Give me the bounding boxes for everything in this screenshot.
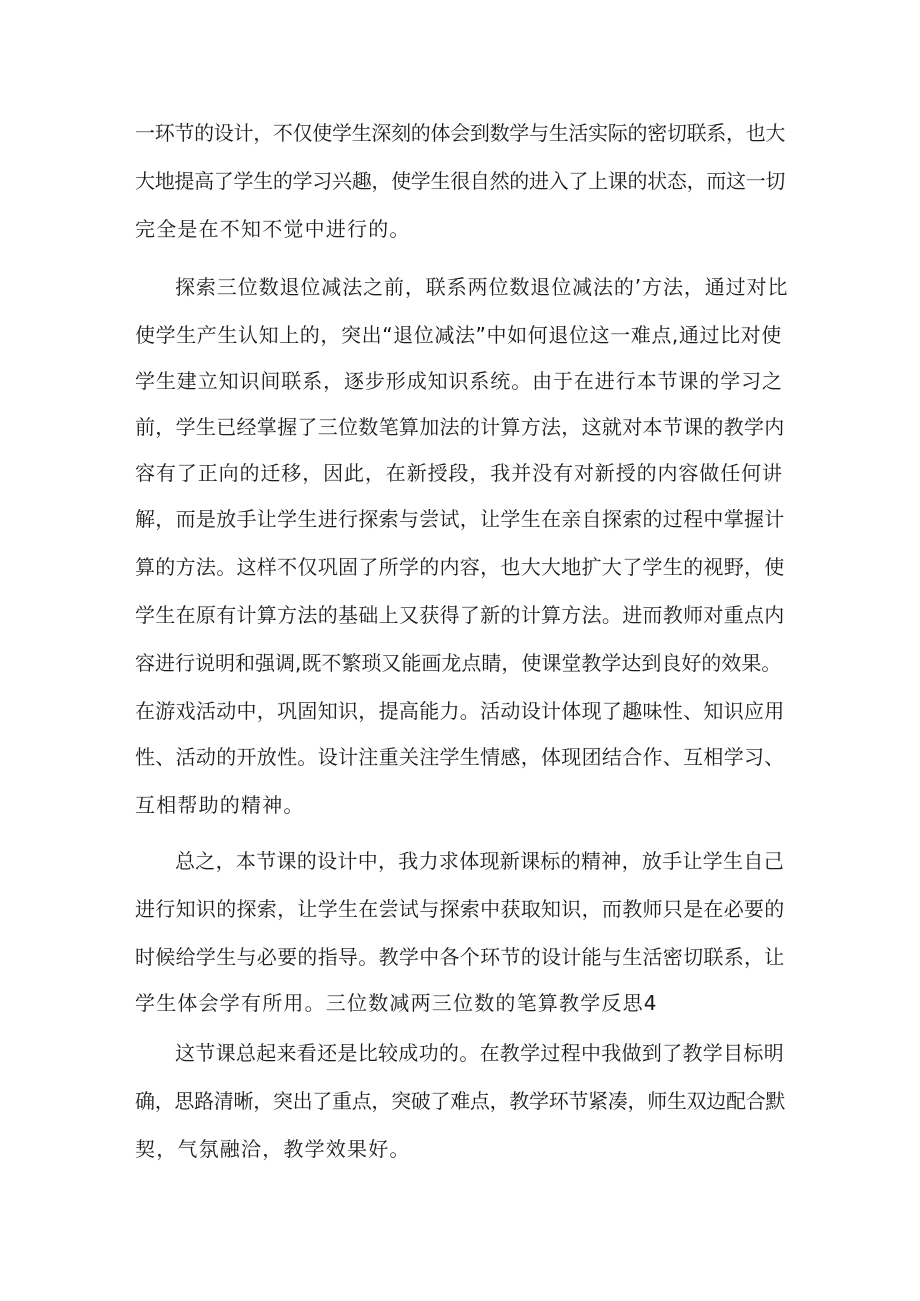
- text-line: 探索三位数退位减法之前，联系两位数退位减法的’方法，通过对比: [175, 275, 789, 299]
- text-line: 互相帮助的精神。: [135, 793, 305, 817]
- text-line: 一环节的设计，不仅使学生深刻的体会到数学与生活实际的密切联系，也大: [135, 121, 786, 145]
- text-line: 完全是在不知不觉中进行的。: [135, 217, 411, 241]
- text-line: 契，气氛融洽，教学效果好。: [135, 1137, 411, 1161]
- text-line: 大地提高了学生的学习兴趣，使学生很自然的进入了上课的状态，而这一切: [135, 169, 786, 193]
- text-line: 确，思路清晰，突出了重点，突破了难点，教学环节紧凑，师生双边配合默: [135, 1089, 786, 1113]
- text-line: 性、活动的开放性。设计注重关注学生情感，体现团结合作、互相学习、: [135, 745, 785, 769]
- text-line: 使学生产生认知上的，突出“退位减法”中如何退位这一难点,通过比对使: [135, 323, 782, 347]
- text-line: 解，而是放手让学生进行探索与尝试，让学生在亲自探索的过程中掌握计: [135, 507, 785, 531]
- text-line: 学生体会学有所用。三位数减两三位数的笔算教学反思4: [135, 991, 658, 1015]
- text-line: 在游戏活动中，巩固知识，提高能力。活动设计体现了趣味性、知识应用: [135, 699, 785, 723]
- text-line: 学生在原有计算方法的基础上又获得了新的计算方法。进而教师对重点内: [135, 603, 785, 627]
- text-line: 学生建立知识间联系，逐步形成知识系统。由于在进行本节课的学习之: [135, 369, 783, 393]
- text-line: 时候给学生与必要的指导。教学中各个环节的设计能与生活密切联系，让: [135, 945, 785, 969]
- text-line: 总之，本节课的设计中，我力求体现新课标的精神，放手让学生自己: [175, 849, 784, 873]
- text-line: 算的方法。这样不仅巩固了所学的内容，也大大地扩大了学生的视野，使: [135, 555, 785, 579]
- text-line: 前，学生已经掌握了三位数笔算加法的计算方法，这就对本节课的教学内: [135, 415, 785, 439]
- text-line: 这节课总起来看还是比较成功的。在教学过程中我做到了教学目标明: [175, 1041, 784, 1065]
- text-line: 进行知识的探索，让学生在尝试与探索中获取知识，而教师只是在必要的: [135, 897, 785, 921]
- text-line: 容进行说明和强调,既不繁琐又能画龙点睛，使课堂教学达到良好的效果。: [135, 651, 782, 675]
- text-line: 容有了正向的迁移，因此，在新授段，我并没有对新授的内容做任何讲: [135, 461, 783, 485]
